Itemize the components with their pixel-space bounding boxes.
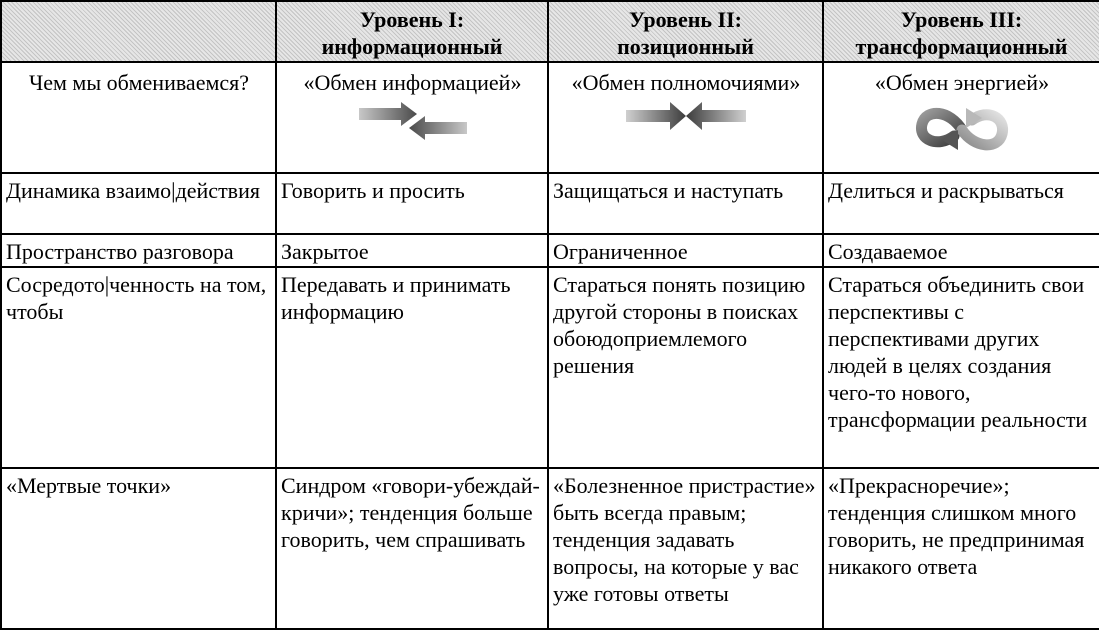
table-row-focus xyxy=(1,267,1099,468)
header-level-1-title: Уровень I: xyxy=(359,7,465,32)
cell-dynamics-level-2: Защищаться и наступать xyxy=(548,173,823,234)
table-row-dynamics xyxy=(1,173,1099,234)
row-label-exchange: Чем мы обмениваемся? xyxy=(1,62,276,173)
header-level-3 xyxy=(823,1,1099,62)
row-label-dynamics: Динамика взаимо|действия xyxy=(1,173,276,234)
cell-exchange-level-2-text: «Обмен полномочиями» xyxy=(571,70,801,95)
table-row-space xyxy=(1,234,1099,267)
row-label-focus: Сосредото|ченность на том, чтобы xyxy=(1,267,276,468)
table-row-exchange xyxy=(1,62,1099,173)
cell-space-level-3: Создаваемое xyxy=(823,234,1099,267)
header-level-2 xyxy=(548,1,823,62)
header-level-3-title: Уровень III: xyxy=(900,7,1023,32)
header-level-3-subtitle: трансформационный xyxy=(855,34,1068,59)
cell-blind-level-1: Синдром «говори-убеждай-кричи»; тенденция больше говорить, чем спрашивать xyxy=(276,468,548,629)
header-level-1-subtitle: информационный xyxy=(321,34,503,59)
cell-focus-level-3: Стараться объединить свои перспективы с перспективами других людей в целях создания чего-то нового, трансформации реальности xyxy=(823,267,1099,468)
cell-exchange-level-3-text: «Обмен энергией» xyxy=(874,70,1050,95)
header-row xyxy=(1,1,1099,62)
cell-focus-level-2: Стараться понять позицию другой стороны в поисках обоюдоприемлемого решения xyxy=(548,267,823,468)
cell-blind-level-2: «Болезненное пристрастие» быть всегда правым; тенденция задавать вопросы, на которые у вас уже готовы ответы xyxy=(548,468,823,629)
cell-exchange-level-2 xyxy=(548,62,823,173)
header-level-1 xyxy=(276,1,548,62)
cell-exchange-level-1 xyxy=(276,62,548,173)
row-label-blind-spots: «Мертвые точки» xyxy=(1,468,276,629)
cell-exchange-level-1-text: «Обмен информацией» xyxy=(303,70,522,95)
cell-space-level-1: Закрытое xyxy=(276,234,548,267)
infinity-loop-icon xyxy=(828,100,1096,158)
cell-blind-level-3: «Прекрасноречие»; тенденция слишком много говорить, не предпринимая никакого ответа xyxy=(823,468,1099,629)
arrows-passing-icon xyxy=(281,100,544,144)
header-level-2-title: Уровень II: xyxy=(629,7,742,32)
cell-focus-level-1: Передавать и принимать информацию xyxy=(276,267,548,468)
cell-dynamics-level-1: Говорить и просить xyxy=(276,173,548,234)
cell-space-level-2: Ограниченное xyxy=(548,234,823,267)
cell-exchange-level-3 xyxy=(823,62,1099,173)
cell-dynamics-level-3: Делиться и раскрываться xyxy=(823,173,1099,234)
table-row-blind-spots xyxy=(1,468,1099,629)
header-level-2-subtitle: позиционный xyxy=(617,34,754,59)
arrows-colliding-icon xyxy=(553,100,819,132)
row-label-space: Пространство разговора xyxy=(1,234,276,267)
header-corner-cell xyxy=(1,1,276,62)
